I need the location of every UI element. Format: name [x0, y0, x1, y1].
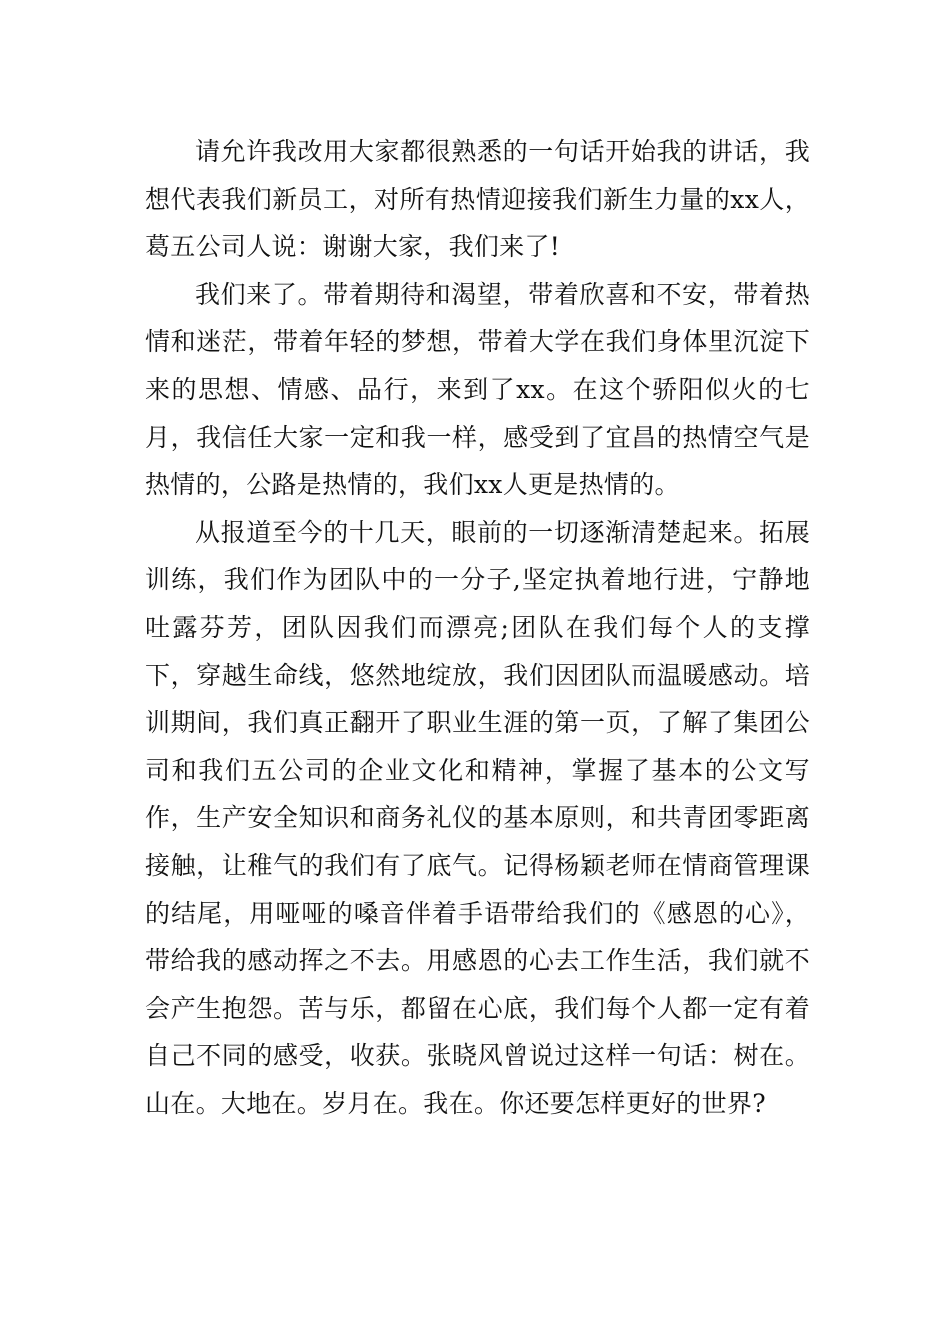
paragraph-1: 请允许我改用大家都很熟悉的一句话开始我的讲话，我想代表我们新员工，对所有热情迎接我们新生力量的xx人，葛五公司人说：谢谢大家，我们来了!	[145, 137, 810, 262]
paragraph-2: 我们来了。带着期待和渴望，带着欣喜和不安，带着热情和迷茫，带着年轻的梦想，带着大学在我们身体里沉淀下来的思想、情感、品行，来到了xx。在这个骄阳似火的七月，我信任大家一定和我一样，感受到了宜昌的热情空气是热情的，公路是热情的，我们xx人更是热情的。	[145, 279, 810, 500]
paragraph-3: 从报道至今的十几天，眼前的一切逐渐清楚起来。拓展训练，我们作为团队中的一分子,坚定执着地行进，宁静地吐露芬芳，团队因我们而漂亮;团队在我们每个人的支撑下，穿越生命线，悠然地绽放，我们因团队而温暖感动。培训期间，我们真正翻开了职业生涯的第一页，了解了集团公司和我们五公司的企业文化和精神，掌握了基本的公文写作，生产安全知识和商务礼仪的基本原则，和共青团零距离接触，让稚气的我们有了底气。记得杨颖老师在情商管理课的结尾，用哑哑的嗓音伴着手语带给我们的《感恩的心》，带给我的感动挥之不去。用感恩的心去工作生活，我们就不会产生抱怨。苦与乐，都留在心底，我们每个人都一定有着自己不同的感受，收获。张晓风曾说过这样一句话：树在。山在。大地在。岁月在。我在。你还要怎样更好的世界?	[145, 517, 810, 1118]
document-body	[145, 128, 810, 1127]
